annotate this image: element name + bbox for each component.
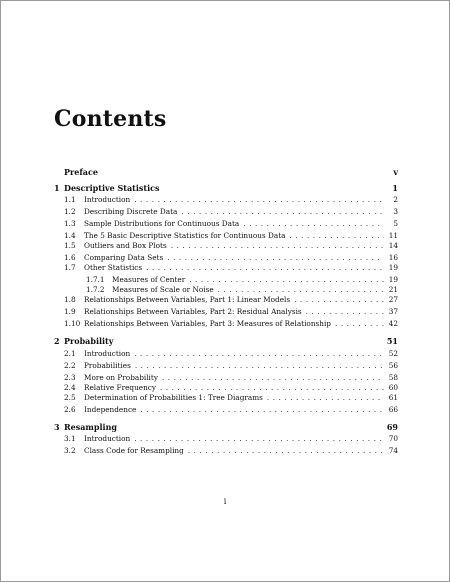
toc-entry-title: Determination of Probabilities 1: Tree Diagrams: [84, 393, 263, 402]
toc-dot-leader: [189, 275, 384, 284]
toc-entry-number: 1.7: [64, 263, 76, 272]
toc-entry-page: 52: [388, 349, 398, 358]
toc-entry-number: 2.1: [64, 349, 76, 358]
toc-dot-leader: [134, 434, 384, 443]
toc-entry-page: 11: [388, 231, 398, 240]
toc-dot-leader: [218, 285, 384, 294]
toc-entry-title: Sample Distributions for Continuous Data: [84, 219, 240, 228]
toc-entry-page: 16: [388, 253, 398, 262]
toc-entry-page: 51: [386, 336, 398, 346]
toc-entry-page: 69: [386, 422, 398, 432]
toc-entry-title: Comparing Data Sets: [84, 253, 164, 262]
toc-entry-number: 1.7.2: [86, 285, 105, 294]
toc-entry-title: The 5 Basic Descriptive Statistics for Continuous Data: [84, 231, 286, 240]
toc-entry-number: 3.1: [64, 434, 76, 443]
toc-entry-title: Measures of Scale or Noise: [112, 285, 214, 294]
page-title: Contents: [54, 106, 167, 132]
toc-dot-leader: [181, 207, 384, 216]
toc-entry-title: Measures of Center: [112, 275, 186, 284]
toc-dot-leader: [289, 231, 384, 240]
toc-dot-leader: [140, 405, 384, 414]
toc-entry-page: v: [393, 167, 398, 177]
toc-dot-leader: [243, 219, 384, 228]
toc-entry-number: 3: [54, 422, 60, 432]
toc-entry-title: More on Probability: [84, 373, 158, 382]
toc-chapter-entry[interactable]: [54, 336, 398, 349]
toc-entry-title: Outliers and Box Plots: [84, 241, 167, 250]
toc-entry-title: Introduction: [84, 434, 131, 443]
toc-chapter-entry[interactable]: [54, 167, 398, 180]
toc-entry-page: 74: [388, 446, 398, 455]
toc-entry-title: Relationships Between Variables, Part 2: Residual Analysis: [84, 307, 302, 316]
toc-entry-page: 56: [388, 361, 398, 370]
toc-entry-title: Introduction: [84, 195, 131, 204]
toc-section-entry[interactable]: [54, 319, 398, 332]
toc-entry-title: Resampling: [64, 422, 117, 432]
toc-entry-page: 58: [388, 373, 398, 382]
toc-entry-title: Relationships Between Variables, Part 1: Linear Models: [84, 295, 291, 304]
toc-dot-leader: [335, 319, 384, 328]
toc-dot-leader: [171, 241, 384, 250]
toc-entry-page: 60: [388, 383, 398, 392]
toc-entry-page: 21: [388, 285, 398, 294]
toc-dot-leader: [135, 361, 384, 370]
toc-entry-title: Probabilities: [84, 361, 131, 370]
toc-entry-title: Relative Frequency: [84, 383, 156, 392]
toc-entry-page: 2: [393, 195, 398, 204]
toc-dot-leader: [162, 373, 384, 382]
toc-entry-number: 2: [54, 336, 60, 346]
toc-entry-number: 1.8: [64, 295, 76, 304]
toc-dot-leader: [146, 263, 384, 272]
toc-entry-number: 1.3: [64, 219, 76, 228]
toc-entry-number: 1: [54, 183, 60, 193]
toc-entry-number: 1.1: [64, 195, 76, 204]
toc-entry-page: 1: [392, 183, 398, 193]
toc-entry-number: 1.6: [64, 253, 76, 262]
toc-dot-leader: [306, 307, 384, 316]
toc-entry-number: 1.9: [64, 307, 76, 316]
toc-entry-title: Relationships Between Variables, Part 3: Measures of Relationship: [84, 319, 331, 328]
toc-entry-number: 2.4: [64, 383, 76, 392]
toc-dot-leader: [167, 253, 384, 262]
toc-entry-number: 2.6: [64, 405, 76, 414]
toc-entry-number: 1.2: [64, 207, 76, 216]
toc-entry-page: 61: [388, 393, 398, 402]
toc-entry-page: 37: [388, 307, 398, 316]
toc-dot-leader: [160, 383, 384, 392]
toc-entry-page: 19: [388, 275, 398, 284]
toc-dot-leader: [267, 393, 384, 402]
toc-entry-title: Class Code for Resampling: [84, 446, 184, 455]
toc-entry-title: Other Statistics: [84, 263, 143, 272]
toc-entry-page: 3: [393, 207, 398, 216]
toc-entry-page: 19: [388, 263, 398, 272]
toc-entry-number: 1.5: [64, 241, 76, 250]
toc-entry-number: 2.3: [64, 373, 76, 382]
toc-dot-leader: [134, 349, 384, 358]
toc-entry-title: Probability: [64, 336, 114, 346]
toc-section-entry[interactable]: [54, 405, 398, 418]
toc-dot-leader: [188, 446, 384, 455]
toc-entry-number: 2.5: [64, 393, 76, 402]
toc-entry-title: Describing Discrete Data: [84, 207, 178, 216]
toc-entry-page: 5: [393, 219, 398, 228]
page-number: i: [223, 497, 227, 506]
toc-entry-page: 66: [388, 405, 398, 414]
toc-entry-title: Descriptive Statistics: [64, 183, 160, 193]
toc-entry-number: 1.10: [64, 319, 81, 328]
toc-dot-leader: [294, 295, 384, 304]
toc-entry-number: 3.2: [64, 446, 76, 455]
toc-entry-number: 2.2: [64, 361, 76, 370]
toc-entry-page: 27: [388, 295, 398, 304]
toc-section-entry[interactable]: [54, 446, 398, 459]
toc-entry-number: 1.7.1: [86, 275, 105, 284]
toc-entry-page: 42: [388, 319, 398, 328]
toc-entry-title: Independence: [84, 405, 137, 414]
toc-entry-page: 14: [388, 241, 398, 250]
toc-dot-leader: [134, 195, 384, 204]
toc-entry-number: 1.4: [64, 231, 76, 240]
toc-entry-title: Introduction: [84, 349, 131, 358]
toc-entry-title: Preface: [64, 167, 98, 177]
toc-entry-page: 70: [388, 434, 398, 443]
